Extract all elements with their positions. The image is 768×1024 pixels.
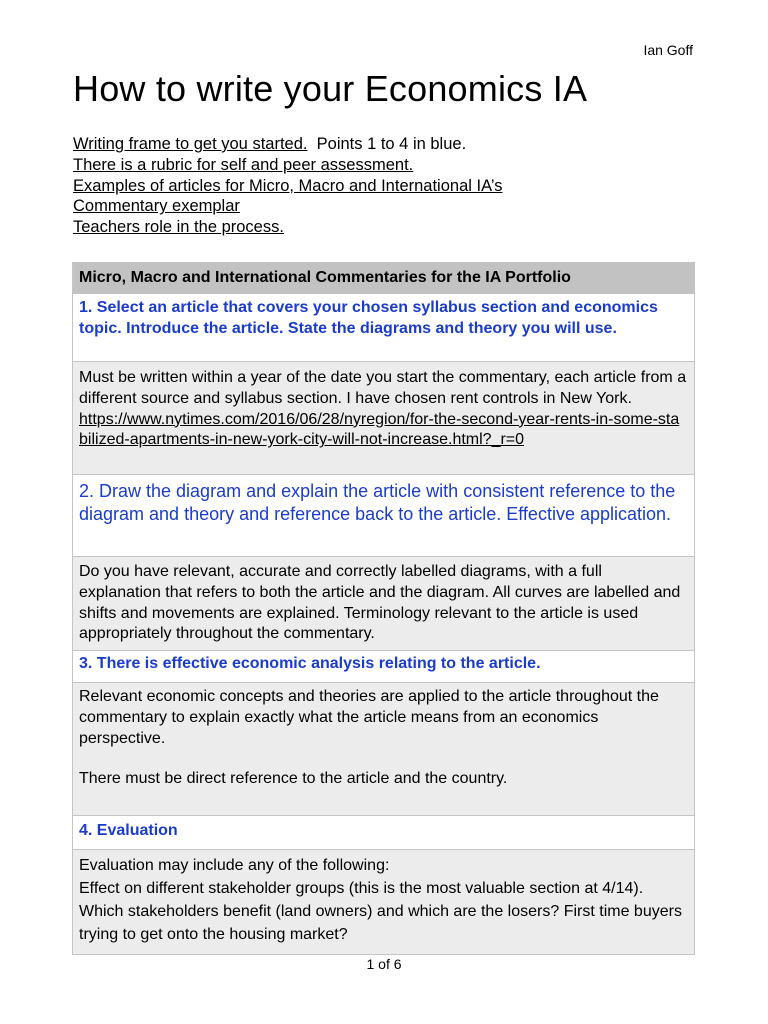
section-3-text-1: Relevant economic concepts and theories are applied to the article throughout the commentary to explain exactly what the article means from an economics perspective. — [79, 688, 659, 747]
section-4-text-2: Effect on different stakeholder groups (this is the most valuable section at 4/14). Which stakeholders benefit (land owners) and which are the losers? First time buyers trying to get onto the housing market? — [79, 880, 682, 943]
page-title: How to write your Economics IA — [73, 68, 588, 109]
section-3-body-row — [73, 683, 695, 816]
section-4-text-1: Evaluation may include any of the following: — [79, 857, 390, 874]
exemplar-link[interactable]: Commentary exemplar — [73, 197, 240, 216]
section-4-body-row — [73, 850, 695, 955]
section-1-body — [73, 362, 695, 475]
commentary-table — [72, 262, 695, 955]
section-2-body-row — [73, 557, 695, 651]
table-header: Micro, Macro and International Commentaries for the IA Portfolio — [73, 263, 695, 294]
intro-links — [73, 134, 502, 238]
rubric-link[interactable]: There is a rubric for self and peer assessment. — [73, 155, 414, 174]
section-1-text: Must be written within a year of the date you start the commentary, each article from a different source and syllabus section. I have chosen rent controls in New York. — [79, 369, 687, 407]
writing-frame-link[interactable]: Writing frame to get you started. — [73, 135, 308, 153]
section-2-title-row — [73, 475, 695, 557]
section-1-title-row — [73, 294, 695, 362]
section-2-title: 2. Draw the diagram and explain the article with consistent reference to the diagram and theory and reference back to the article. Effective application. — [73, 475, 695, 557]
section-4-title: 4. Evaluation — [73, 816, 695, 850]
section-4-body — [73, 850, 695, 955]
author-name: Ian Goff — [643, 42, 693, 58]
examples-link[interactable]: Examples of articles for Micro, Macro and International IA’s — [73, 176, 503, 195]
section-3-title: 3. There is effective economic analysis relating to the article. — [73, 651, 695, 683]
teachers-role-link[interactable]: Teachers role in the process. — [73, 218, 284, 237]
section-2-body: Do you have relevant, accurate and correctly labelled diagrams, with a full explanation that refers to both the article and the diagram. All curves are labelled and shifts and movements are explained. Terminology relevant to the article is used appropriately throughout the commentary. — [73, 557, 695, 651]
section-1-body-row — [73, 362, 695, 475]
section-3-text-2: There must be direct reference to the article and the country. — [79, 770, 508, 788]
article-url-link[interactable]: https://www.nytimes.com/2016/06/28/nyregion/for-the-second-year-rents-in-some-stabilized-apartments-in-new-york-city-will-not-increase.html?_r=0 — [79, 410, 680, 449]
page-number: 1 of 6 — [366, 956, 402, 972]
writing-frame-note: Points 1 to 4 in blue. — [307, 135, 467, 153]
table-header-row — [73, 263, 695, 294]
section-1-title: 1. Select an article that covers your chosen syllabus section and economics topic. Introduce the article. State the diagrams and theory you will use. — [73, 294, 695, 362]
section-3-body — [73, 683, 695, 816]
section-4-title-row — [73, 816, 695, 850]
section-3-title-row — [73, 651, 695, 683]
